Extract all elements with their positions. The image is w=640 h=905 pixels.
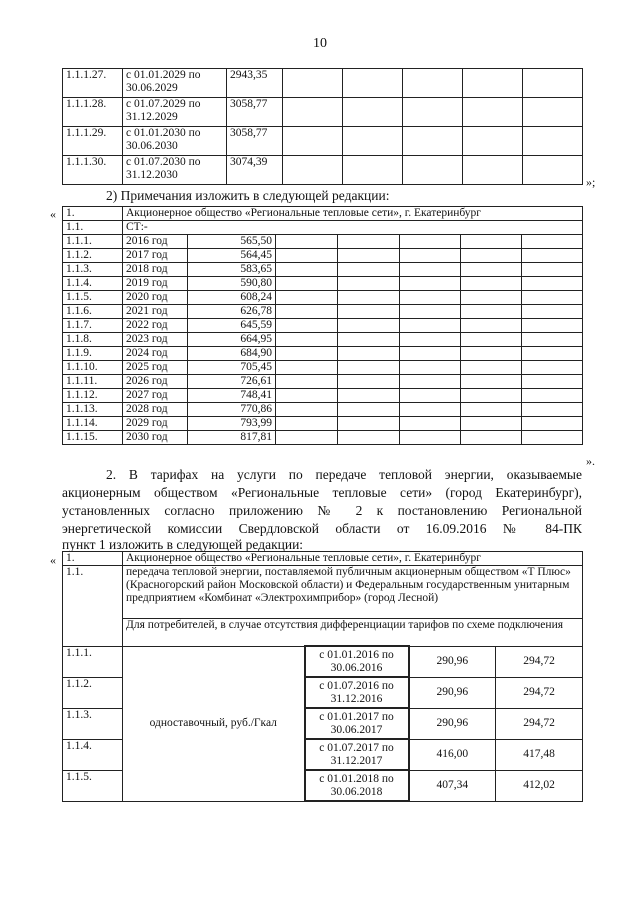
empty-cell xyxy=(343,156,403,185)
table2-sub-text: СТ:- xyxy=(123,221,583,235)
empty-cell xyxy=(461,417,522,431)
table1-row xyxy=(63,98,583,127)
row-number: 1.1.4. xyxy=(63,277,123,291)
page-number: 10 xyxy=(313,36,327,51)
row-year: 2022 год xyxy=(123,319,188,333)
empty-cell xyxy=(522,319,583,333)
row-year: 2025 год xyxy=(123,361,188,375)
empty-cell xyxy=(276,361,338,375)
row-value: 3058,77 xyxy=(227,127,283,156)
empty-cell xyxy=(400,249,461,263)
empty-cell xyxy=(343,69,403,98)
empty-cell xyxy=(276,291,338,305)
table2-row xyxy=(63,333,583,347)
empty-cell xyxy=(403,127,463,156)
table2-header-num: 1. xyxy=(63,207,123,221)
table2-row xyxy=(63,249,583,263)
notes-heading: 2) Примечания изложить в следующей редакции: xyxy=(106,188,390,203)
row-number: 1.1.14. xyxy=(63,417,123,431)
table3-header-text: Акционерное общество «Региональные тепловые сети», г. Екатеринбург xyxy=(123,552,583,566)
empty-cell xyxy=(400,333,461,347)
empty-cell xyxy=(461,319,522,333)
table2-header-row xyxy=(63,207,583,221)
empty-cell xyxy=(461,235,522,249)
row-value-2: 417,48 xyxy=(496,739,583,770)
empty-cell xyxy=(522,389,583,403)
empty-cell xyxy=(522,417,583,431)
empty-cell xyxy=(276,249,338,263)
empty-cell xyxy=(461,347,522,361)
empty-cell xyxy=(338,235,400,249)
heat-transfer-tariff-table xyxy=(62,551,583,802)
notes-table xyxy=(62,206,583,445)
empty-cell xyxy=(276,333,338,347)
empty-cell xyxy=(283,98,343,127)
empty-cell xyxy=(461,249,522,263)
empty-cell xyxy=(461,277,522,291)
row-number: 1.1.12. xyxy=(63,389,123,403)
paragraph2-line1: 2. В тарифах на услуги по передаче тепловой энергии, оказываемые xyxy=(106,467,582,482)
table3-header-row xyxy=(63,552,583,566)
row-period: с 01.07.2029 по 31.12.2029 xyxy=(123,98,227,127)
empty-cell xyxy=(400,305,461,319)
row-number: 1.1.5. xyxy=(63,291,123,305)
empty-cell xyxy=(338,277,400,291)
empty-cell xyxy=(522,291,583,305)
empty-cell xyxy=(338,319,400,333)
row-year: 2026 год xyxy=(123,375,188,389)
empty-cell xyxy=(523,69,583,98)
row-value-1: 290,96 xyxy=(409,677,496,708)
empty-cell xyxy=(338,375,400,389)
empty-cell xyxy=(403,69,463,98)
row-number: 1.1.2. xyxy=(63,249,123,263)
row-value: 705,45 xyxy=(188,361,276,375)
empty-cell xyxy=(400,417,461,431)
empty-cell xyxy=(400,347,461,361)
empty-cell xyxy=(461,333,522,347)
empty-cell xyxy=(400,277,461,291)
row-value-2: 294,72 xyxy=(496,646,583,677)
empty-cell xyxy=(400,389,461,403)
table2-row xyxy=(63,389,583,403)
table1-end-mark: »; xyxy=(586,175,596,189)
row-year: 2020 год xyxy=(123,291,188,305)
empty-cell xyxy=(522,235,583,249)
empty-cell xyxy=(522,277,583,291)
table2-row xyxy=(63,375,583,389)
row-number: 1.1.7. xyxy=(63,319,123,333)
empty-cell xyxy=(276,263,338,277)
empty-cell xyxy=(463,69,523,98)
empty-cell xyxy=(522,333,583,347)
row-number: 1.1.4. xyxy=(63,739,123,770)
empty-cell xyxy=(400,431,461,445)
empty-cell xyxy=(276,389,338,403)
empty-cell xyxy=(400,263,461,277)
row-period: с 01.01.2029 по 30.06.2029 xyxy=(123,69,227,98)
row-value: 793,99 xyxy=(188,417,276,431)
table2-sub-num: 1.1. xyxy=(63,221,123,235)
row-value: 608,24 xyxy=(188,291,276,305)
empty-cell xyxy=(522,431,583,445)
empty-cell xyxy=(283,127,343,156)
row-number: 1.1.3. xyxy=(63,263,123,277)
row-value: 2943,35 xyxy=(227,69,283,98)
row-value: 626,78 xyxy=(188,305,276,319)
table3-sub-row xyxy=(63,566,583,619)
row-value-2: 294,72 xyxy=(496,708,583,739)
table2-row xyxy=(63,431,583,445)
empty-cell xyxy=(400,361,461,375)
row-period: с 01.01.2016 по 30.06.2016 xyxy=(305,646,409,677)
row-number: 1.1.5. xyxy=(63,770,123,801)
empty-cell xyxy=(461,375,522,389)
empty-cell xyxy=(461,431,522,445)
row-year: 2028 год xyxy=(123,403,188,417)
empty-cell xyxy=(463,127,523,156)
empty-cell xyxy=(400,235,461,249)
table3-sub-text: передача тепловой энергии, поставляемой публичным акционерным обществом «Т Плюс» (Красногорский район Московской области) и Федеральным государственным унитарным предприятием «Комбинат «Электрохимприбор» (город Лесной) xyxy=(123,566,583,619)
row-number: 1.1.13. xyxy=(63,403,123,417)
empty-cell xyxy=(522,375,583,389)
row-year: 2027 год xyxy=(123,389,188,403)
row-year: 2017 год xyxy=(123,249,188,263)
empty-cell xyxy=(523,127,583,156)
table2-header-text: Акционерное общество «Региональные тепловые сети», г. Екатеринбург xyxy=(123,207,583,221)
empty-cell xyxy=(461,291,522,305)
empty-cell xyxy=(522,249,583,263)
row-number: 1.1.2. xyxy=(63,677,123,708)
row-value-1: 416,00 xyxy=(409,739,496,770)
table2-row xyxy=(63,263,583,277)
empty-cell xyxy=(276,319,338,333)
row-value: 817,81 xyxy=(188,431,276,445)
row-number: 1.1.10. xyxy=(63,361,123,375)
row-number: 1.1.11. xyxy=(63,375,123,389)
table2-sub-row xyxy=(63,221,583,235)
table2-row xyxy=(63,305,583,319)
empty-cell xyxy=(338,347,400,361)
empty-cell xyxy=(338,403,400,417)
table3-sub-num: 1.1. xyxy=(63,566,123,647)
empty-cell xyxy=(276,403,338,417)
empty-cell xyxy=(523,98,583,127)
row-value: 664,95 xyxy=(188,333,276,347)
empty-cell xyxy=(461,389,522,403)
empty-cell xyxy=(276,277,338,291)
paragraph2-line2: акционерным обществом «Региональные тепловые сети» (город Екатеринбург), xyxy=(62,485,582,500)
empty-cell xyxy=(463,156,523,185)
row-year: 2030 год xyxy=(123,431,188,445)
empty-cell xyxy=(276,375,338,389)
table3-header-num: 1. xyxy=(63,552,123,566)
table3-consumers-row xyxy=(63,619,583,647)
empty-cell xyxy=(283,69,343,98)
row-value: 565,50 xyxy=(188,235,276,249)
empty-cell xyxy=(461,305,522,319)
empty-cell xyxy=(463,98,523,127)
empty-cell xyxy=(338,417,400,431)
empty-cell xyxy=(522,403,583,417)
empty-cell xyxy=(338,263,400,277)
empty-cell xyxy=(522,305,583,319)
row-number: 1.1.1. xyxy=(63,235,123,249)
empty-cell xyxy=(400,375,461,389)
row-number: 1.1.1.27. xyxy=(63,69,123,98)
empty-cell xyxy=(523,156,583,185)
rate-type-cell: одноставочный, руб./Гкал xyxy=(123,646,305,801)
row-period: с 01.07.2017 по 31.12.2017 xyxy=(305,739,409,770)
row-value: 726,61 xyxy=(188,375,276,389)
empty-cell xyxy=(338,389,400,403)
empty-cell xyxy=(403,156,463,185)
row-value: 590,80 xyxy=(188,277,276,291)
row-year: 2018 год xyxy=(123,263,188,277)
row-year: 2021 год xyxy=(123,305,188,319)
row-value: 684,90 xyxy=(188,347,276,361)
empty-cell xyxy=(338,431,400,445)
row-number: 1.1.1.29. xyxy=(63,127,123,156)
empty-cell xyxy=(276,347,338,361)
row-value: 645,59 xyxy=(188,319,276,333)
table2-row xyxy=(63,319,583,333)
row-period: с 01.07.2030 по 31.12.2030 xyxy=(123,156,227,185)
row-value: 748,41 xyxy=(188,389,276,403)
table1-row xyxy=(63,156,583,185)
table2-row xyxy=(63,417,583,431)
paragraph2-line3: установленных согласно приложению № 2 к постановлению Региональной xyxy=(62,503,582,518)
empty-cell xyxy=(338,361,400,375)
row-value: 564,45 xyxy=(188,249,276,263)
empty-cell xyxy=(522,347,583,361)
empty-cell xyxy=(343,98,403,127)
table2-row xyxy=(63,235,583,249)
empty-cell xyxy=(276,235,338,249)
row-number: 1.1.1.28. xyxy=(63,98,123,127)
row-value: 770,86 xyxy=(188,403,276,417)
empty-cell xyxy=(276,431,338,445)
empty-cell xyxy=(343,127,403,156)
empty-cell xyxy=(276,305,338,319)
empty-cell xyxy=(400,291,461,305)
empty-cell xyxy=(338,291,400,305)
table3-consumers-text: Для потребителей, в случае отсутствия дифференциации тарифов по схеме подключения xyxy=(123,619,583,647)
paragraph2-line4: энергетической комиссии Свердловской области от 16.09.2016 № 84-ПК xyxy=(62,521,582,536)
table2-row xyxy=(63,347,583,361)
empty-cell xyxy=(338,305,400,319)
table2-end-mark: ». xyxy=(586,454,595,468)
row-number: 1.1.6. xyxy=(63,305,123,319)
row-number: 1.1.1. xyxy=(63,646,123,677)
empty-cell xyxy=(338,333,400,347)
row-year: 2023 год xyxy=(123,333,188,347)
table2-open-quote: « xyxy=(50,207,56,221)
row-year: 2019 год xyxy=(123,277,188,291)
row-number: 1.1.9. xyxy=(63,347,123,361)
empty-cell xyxy=(461,263,522,277)
empty-cell xyxy=(400,319,461,333)
empty-cell xyxy=(461,403,522,417)
empty-cell xyxy=(400,403,461,417)
row-value-2: 294,72 xyxy=(496,677,583,708)
row-year: 2016 год xyxy=(123,235,188,249)
table3-open-quote: « xyxy=(50,553,56,567)
row-value: 3058,77 xyxy=(227,98,283,127)
table2-row xyxy=(63,277,583,291)
empty-cell xyxy=(276,417,338,431)
table2-row xyxy=(63,361,583,375)
row-number: 1.1.8. xyxy=(63,333,123,347)
row-value: 3074,39 xyxy=(227,156,283,185)
tariff-table-continuation xyxy=(62,68,583,185)
table1-row xyxy=(63,127,583,156)
row-period: с 01.01.2017 по 30.06.2017 xyxy=(305,708,409,739)
empty-cell xyxy=(403,98,463,127)
table1-row xyxy=(63,69,583,98)
row-period: с 01.01.2018 по 30.06.2018 xyxy=(305,770,409,801)
row-value-1: 290,96 xyxy=(409,646,496,677)
empty-cell xyxy=(522,263,583,277)
row-period: с 01.01.2030 по 30.06.2030 xyxy=(123,127,227,156)
table3-row xyxy=(63,646,583,677)
table2-row xyxy=(63,291,583,305)
row-number: 1.1.3. xyxy=(63,708,123,739)
row-value-1: 290,96 xyxy=(409,708,496,739)
row-value: 583,65 xyxy=(188,263,276,277)
empty-cell xyxy=(461,361,522,375)
row-year: 2024 год xyxy=(123,347,188,361)
table2-row xyxy=(63,403,583,417)
row-number: 1.1.15. xyxy=(63,431,123,445)
row-year: 2029 год xyxy=(123,417,188,431)
row-period: с 01.07.2016 по 31.12.2016 xyxy=(305,677,409,708)
empty-cell xyxy=(522,361,583,375)
row-number: 1.1.1.30. xyxy=(63,156,123,185)
row-value-2: 412,02 xyxy=(496,770,583,801)
empty-cell xyxy=(283,156,343,185)
paragraph2-line5: пункт 1 изложить в следующей редакции: xyxy=(62,537,304,552)
empty-cell xyxy=(338,249,400,263)
row-value-1: 407,34 xyxy=(409,770,496,801)
